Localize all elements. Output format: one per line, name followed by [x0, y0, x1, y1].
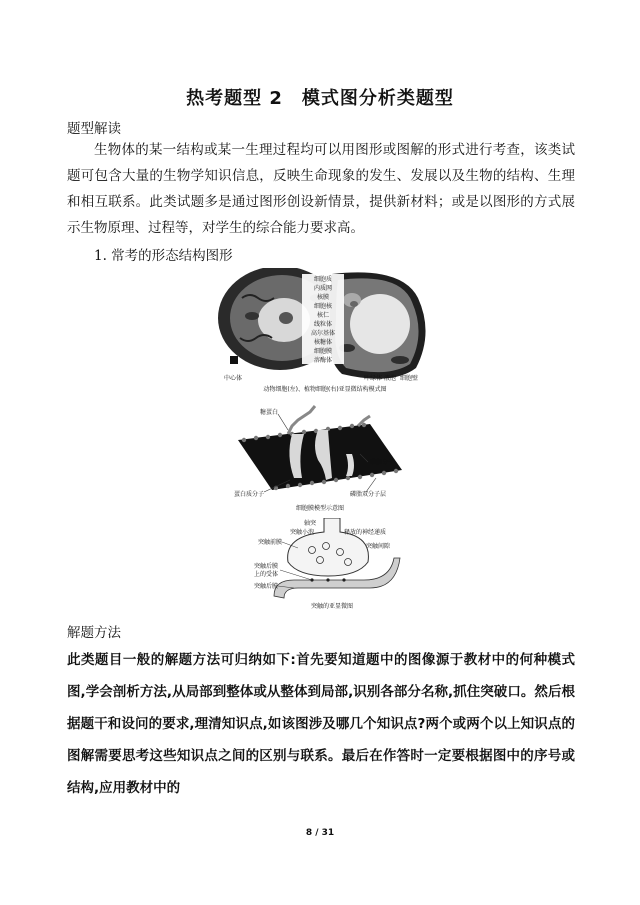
cell-wall-label: 细胞壁	[400, 375, 419, 382]
cell-label: 高尔基体	[310, 330, 336, 337]
synapse-figure-caption: 突触的亚显微图	[310, 603, 354, 610]
phospholipid-label: 磷脂分子	[370, 459, 395, 466]
chloroplast-label: 叶绿体	[364, 375, 383, 382]
presynaptic-membrane-label: 突触前膜	[258, 539, 283, 546]
cell-label: 细胞质	[313, 276, 333, 283]
cell-label: 内质网	[313, 285, 333, 292]
bilayer-label: 磷脂双分子层	[350, 491, 387, 498]
cell-label: 细胞核	[313, 303, 333, 310]
cell-figure	[212, 268, 438, 394]
cell-label: 细胞膜	[313, 348, 333, 355]
receptor-label: 突触后膜	[254, 563, 279, 570]
method-paragraph: 此类题目一般的解题方法可归纳如下:首先要知道题中的图像源于教材中的何种模式图,学会剖析方法,从局部到整体或从整体到局部,识别各部分名称,抓住突破口。然后根据题干和设问的要求,理清知识点,如该图涉及哪几个知识点?两个或两个以上知识点的图解需要思考这些知识点之间的区别与联系。最后在作答时一定要根据图中的序号或结构,应用教材中的	[67, 652, 575, 796]
membrane-figure	[230, 400, 410, 512]
cell-label: 核糖体	[313, 339, 333, 346]
axon-label: 轴突	[304, 520, 317, 527]
glycoprotein-label: 糖蛋白	[260, 409, 279, 416]
page-title: 热考题型 2 模式图分析类题型	[186, 88, 454, 109]
protein-label: 蛋白质分子	[234, 491, 265, 498]
list-item-structure-figures: 1. 常考的形态结构图形	[94, 248, 233, 264]
centriole-label: 中心体	[224, 375, 243, 382]
intro-paragraph: 生物体的某一结构或某一生理过程均可以用图形或图解的形式进行考查，该类试题可包含大量的生物学知识信息，反映生命现象的发生、发展以及生物的结构、生理和相互联系。此类试题多是通过图形创设新情景，提供新材料；或是以图形的方式展示生物原理、过程等，对学生的综合能力要求高。	[67, 142, 575, 236]
postsynaptic-membrane-label: 突触后膜	[254, 583, 279, 590]
cell-label: 核仁	[316, 312, 330, 319]
cell-label: 溶酶体	[313, 357, 333, 364]
presynaptic-terminal	[288, 518, 369, 576]
synapse-figure	[254, 518, 410, 610]
membrane-figure-caption: 细胞膜模型示意图	[295, 505, 345, 512]
cell-label: 核膜	[316, 294, 330, 301]
cell-label: 线粒体	[313, 321, 333, 328]
cell-figure-caption: 动物细胞(左)、植物细胞(右)亚显微结构模式图	[263, 386, 387, 393]
vacuole-label: 液泡	[384, 375, 397, 382]
vesicle-label: 突触小泡	[290, 529, 315, 536]
synaptic-cleft-label: 突触间隙	[366, 543, 391, 550]
glycoprotein-chain	[288, 406, 315, 434]
section-heading-method: 解题方法	[67, 625, 121, 641]
page-number: 8 / 31	[305, 828, 335, 838]
section-heading-interpretation: 题型解读	[67, 121, 121, 137]
released-transmitter-label: 释放的神经递质	[344, 529, 387, 536]
receptor-label: 上的受体	[254, 571, 279, 578]
